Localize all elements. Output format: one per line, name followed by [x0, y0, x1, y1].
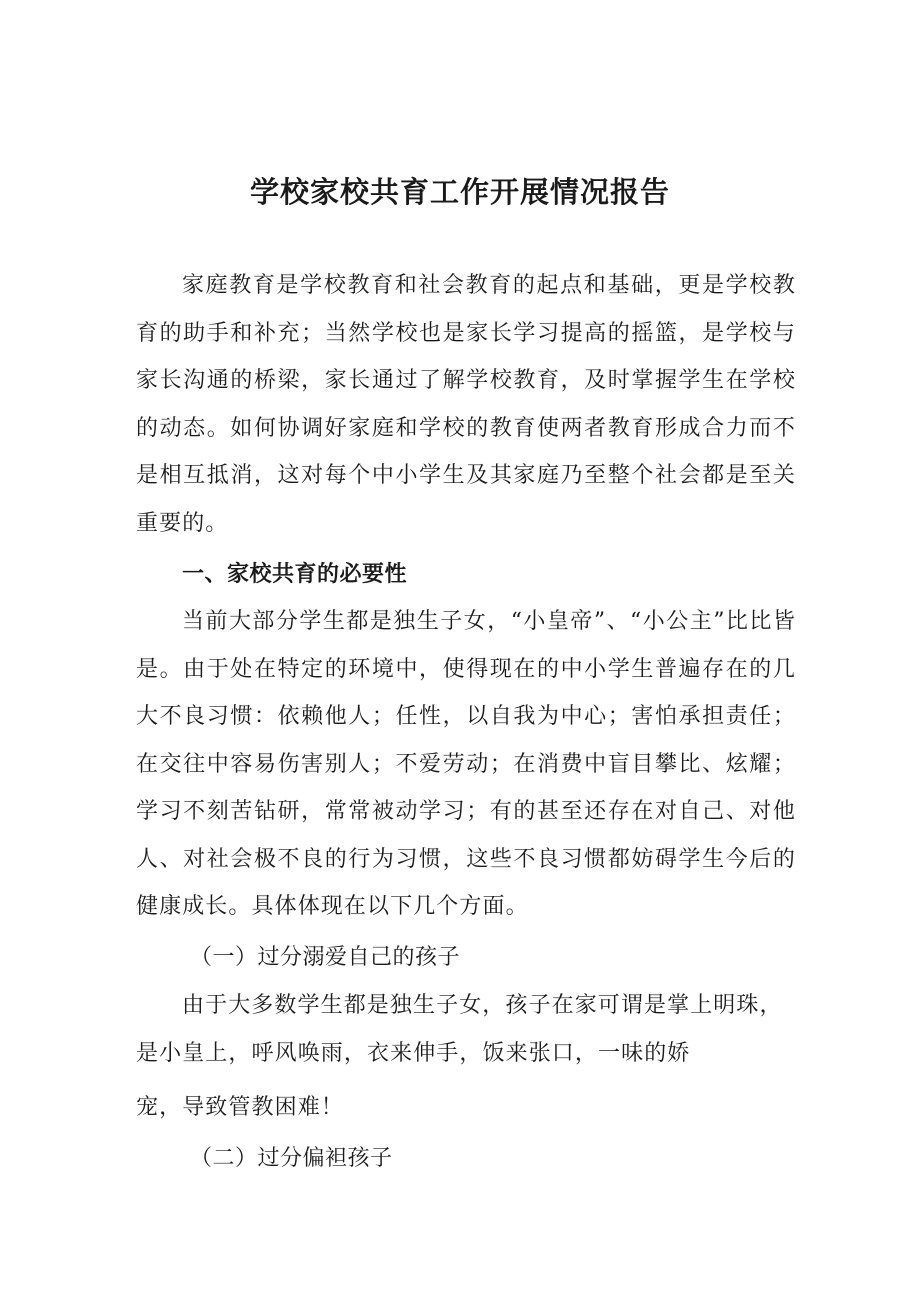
subsection-heading-2: （二）过分偏袒孩子 [190, 1146, 393, 1171]
section-body-paragraph: 当前大部分学生都是独生子女，“小皇帝”、“小公主”比比皆是。由于处在特定的环境中，使得现在的中小学生普遍存在的几大不良习惯：依赖他人；任性，以自我为中心；害怕承担责任；在交往中容易伤害别人；不爱劳动；在消费中盲目攀比、炫耀；学习不刻苦钻研，常常被动学习；有的甚至还存在对自己、对他人、对社会极不良的行为习惯，这些不良习惯都妨碍学生今后的健康成长。具体体现在以下几个方面。 [136, 609, 796, 919]
section-heading-necessity: 一、家校共育的必要性 [182, 562, 408, 587]
subsection-1-line-3: 宠，导致管教困难！ [136, 1095, 344, 1120]
subsection-1-line-1: 由于大多数学生都是独生子女，孩子在家可谓是掌上明珠， [182, 993, 783, 1018]
subsection-heading-1: （一）过分溺爱自己的孩子 [190, 945, 461, 970]
intro-paragraph: 家庭教育是学校教育和社会教育的起点和基础，更是学校教育的助手和补充；当然学校也是家长学习提高的摇篮，是学校与家长沟通的桥梁，家长通过了解学校教育，及时掌握学生在学校的动态。如何协调好家庭和学校的教育使两者教育形成合力而不是相互抵消，这对每个中小学生及其家庭乃至整个社会都是至关重要的。 [136, 273, 796, 536]
subsection-1-line-2: 是小皇上，呼风唤雨，衣来伸手，饭来张口，一味的娇 [136, 1041, 691, 1066]
document-title: 学校家校共育工作开展情况报告 [249, 175, 670, 209]
